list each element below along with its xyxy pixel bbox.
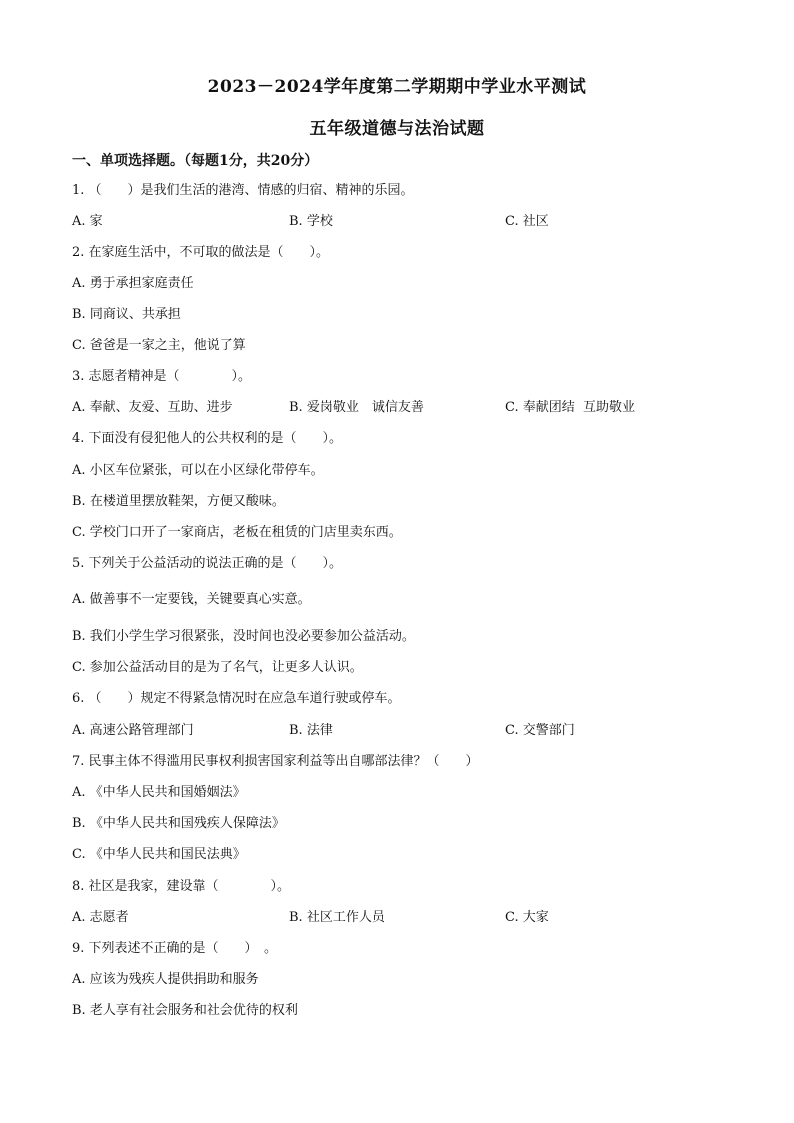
question-4-option-b: B. 在楼道里摆放鞋架，方便又酸味。	[72, 494, 285, 509]
question-6-option-b: B. 法律	[289, 723, 333, 738]
question-6-stem: 6. （ ）规定不得紧急情况时在应急车道行驶或停车。	[72, 691, 401, 706]
question-9-stem: 9. 下列表述不正确的是（ ） 。	[72, 941, 278, 956]
question-5-option-b: B. 我们小学生学习很紧张，没时间也没必要参加公益活动。	[72, 629, 415, 644]
question-3-stem: 3. 志愿者精神是（ ）。	[72, 369, 252, 384]
question-8-option-b: B. 社区工作人员	[289, 910, 385, 925]
question-1-stem: 1. （ ）是我们生活的港湾、情感的归宿、精神的乐园。	[72, 183, 414, 198]
question-5-option-a: A. 做善事不一定要钱，关键要真心实意。	[72, 592, 311, 607]
question-7-option-a: A. 《中华人民共和国婚姻法》	[72, 785, 246, 800]
question-6-option-a: A. 高速公路管理部门	[72, 723, 194, 738]
question-1-option-c: C. 社区	[505, 214, 549, 229]
exam-subtitle: 五年级道德与法治试题	[309, 119, 485, 139]
question-1-option-a: A. 家	[72, 214, 103, 229]
question-4-option-a: A. 小区车位紧张，可以在小区绿化带停车。	[72, 463, 324, 478]
question-9-option-a: A. 应该为残疾人提供捐助和服务	[72, 972, 259, 987]
question-3-option-b: B. 爱岗敬业 诚信友善	[289, 400, 424, 415]
question-4-stem: 4. 下面没有侵犯他人的公共权利的是（ ）。	[72, 431, 343, 446]
question-4-option-c: C. 学校门口开了一家商店，老板在租赁的门店里卖东西。	[72, 525, 402, 540]
question-3-option-c: C. 奉献团结 互助敬业	[505, 400, 636, 415]
question-1-option-b: B. 学校	[289, 214, 333, 229]
question-6-option-c: C. 交警部门	[505, 723, 575, 738]
question-2-option-b: B. 同商议、共承担	[72, 307, 181, 322]
section-title: 一、单项选择题。（每题1分，共20分）	[72, 153, 319, 169]
question-2-option-a: A. 勇于承担家庭责任	[72, 276, 194, 291]
question-7-option-b: B. 《中华人民共和国残疾人保障法》	[72, 816, 285, 831]
question-3-option-a: A. 奉献、友爱、互助、进步	[72, 400, 233, 415]
question-7-stem: 7. 民事主体不得滥用民事权利损害国家利益等出自哪部法律？（ ）	[72, 754, 479, 769]
question-8-stem: 8. 社区是我家，建设靠（ ）。	[72, 879, 291, 894]
question-8-option-a: A. 志愿者	[72, 910, 129, 925]
question-7-option-c: C. 《中华人民共和国民法典》	[72, 847, 246, 862]
question-2-stem: 2. 在家庭生活中，不可取的做法是（ ）。	[72, 245, 330, 260]
question-9-option-b: B. 老人享有社会服务和社会优待的权利	[72, 1003, 298, 1018]
question-5-option-c: C. 参加公益活动目的是为了名气，让更多人认识。	[72, 660, 363, 675]
question-8-option-c: C. 大家	[505, 910, 549, 925]
question-5-stem: 5. 下列关于公益活动的说法正确的是（ ）。	[72, 556, 343, 571]
question-2-option-c: C. 爸爸是一家之主，他说了算	[72, 338, 246, 353]
exam-title: 2023－2024学年度第二学期期中学业水平测试	[207, 77, 587, 97]
